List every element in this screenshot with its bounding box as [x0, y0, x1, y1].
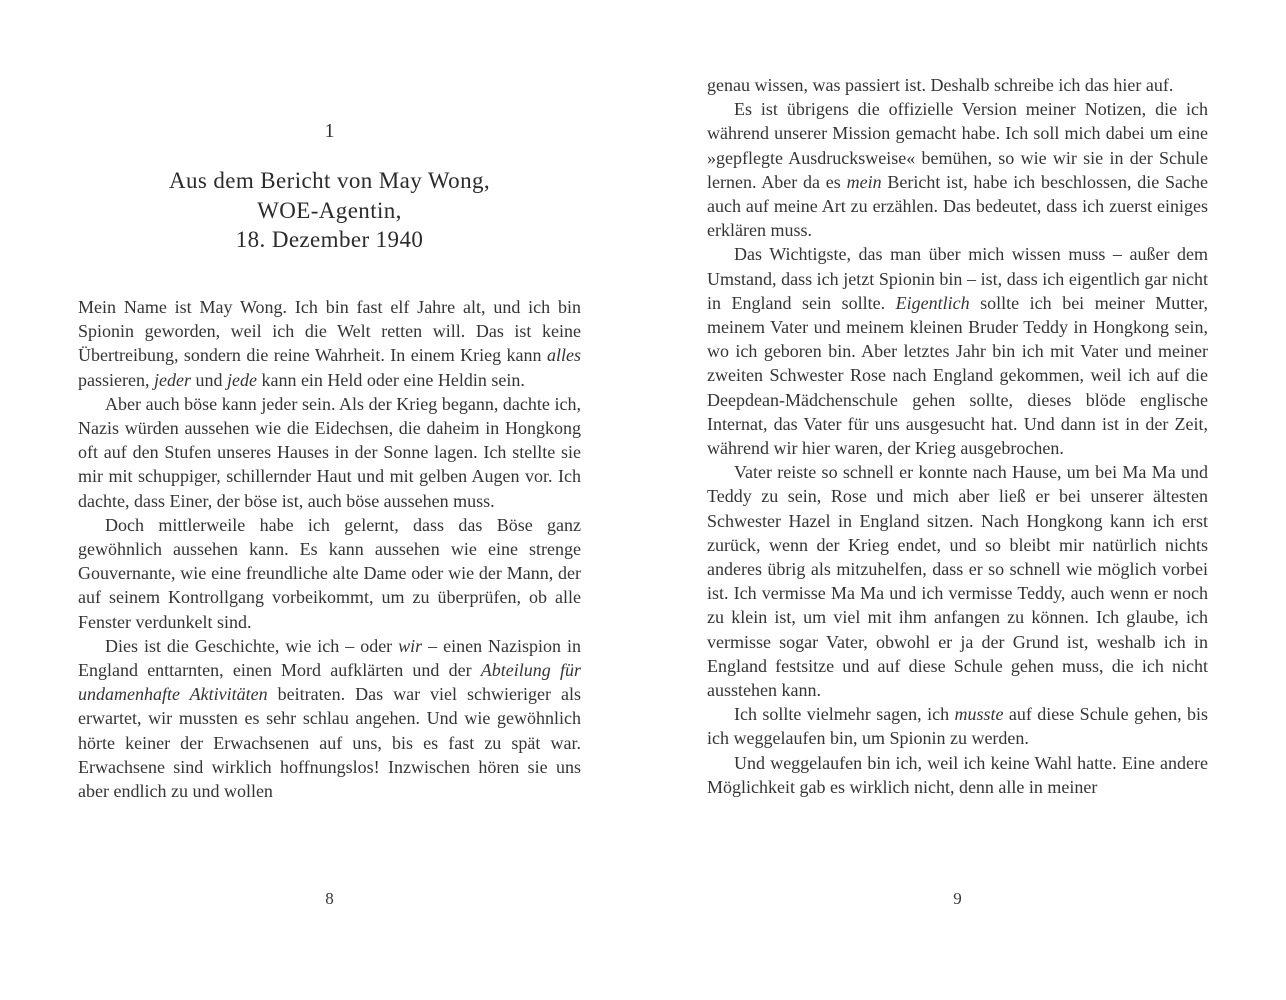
paragraph: [707, 751, 1208, 799]
text-run: kann ein Held oder eine Heldin sein.: [256, 369, 525, 390]
text-run: Ich sollte vielmehr sagen, ich: [734, 704, 955, 725]
text-run: beitraten. Das war viel schwieriger als erwartet, wir mussten es sehr schlau angehen. Und wie gewöhnlich hörte keiner der Erwachsenen auf uns, bis es fast zu spät war. Erwachsene sind wirklich hoffnungslos! Inzwischen hören sie uns aber endlich zu und wollen: [78, 684, 582, 802]
chapter-heading: [78, 166, 581, 255]
text-run-italic: alles: [547, 345, 581, 366]
left-page-text: [78, 295, 581, 803]
chapter-number: 1: [324, 120, 335, 142]
right-page-text: [707, 73, 1208, 799]
text-run-italic: mein: [846, 171, 882, 192]
paragraph: [707, 460, 1208, 702]
text-run-italic: jeder: [153, 369, 191, 390]
paragraph: [78, 634, 581, 803]
text-run: sollte ich bei meiner Mutter, meinem Vater und meinem kleinen Bruder Teddy in Hongkong sein, wo ich geboren bin. Aber letztes Jahr bin ich mit Vater und meiner zweiten Schwester Rose nach England gekommen, weil ich auf die Deepdean-Mädchenschule gehen sollte, dieses blöde englische Internat, das Vater für uns ausgesucht hat. Und dann ist in der Zeit, während wir hier waren, der Krieg ausgebrochen.: [707, 292, 1208, 459]
paragraph: [707, 242, 1208, 460]
text-run-italic: jede: [226, 369, 257, 390]
paragraph: [707, 97, 1208, 242]
paragraph: [707, 702, 1208, 750]
text-run: Das Wichtigste, das man über mich wissen muss – außer dem Umstand, dass ich jetzt Spionin bin – ist, dass ich eigentlich gar nicht in England sein sollte.: [707, 244, 1208, 313]
text-run: Vater reiste so schnell er konnte nach Hause, um bei Ma Ma und Teddy zu sein, Rose und mich aber ließ er bei unserer ältesten Schwester Hazel in England sitzen. Nach Hongkong kann ich erst zurück, wenn der Krieg endet, und so bleibt mir natürlich nichts anderes übrig als mitzuhelfen, dass er so schnell wie möglich vorbei ist. Ich vermisse Ma Ma und ich vermisse Teddy, auch wenn er noch zu klein ist, um viel mit ihm anfangen zu können. Ich glaube, ich vermisse sogar Vater, obwohl er ja der Grund ist, weshalb ich in England festsitze und auf diese Schule gehen muss, die ich nicht ausstehen kann.: [707, 462, 1208, 701]
text-run: Doch mittlerweile habe ich gelernt, dass das Böse ganz gewöhnlich aussehen kann. Es kann aussehen wie eine strenge Gouvernante, wie eine freundliche alte Dame oder wie der Mann, der auf seinem Kontrollgang vorbeikommt, um zu überprüfen, ob alle Fenster verdunkelt sind.: [78, 514, 581, 632]
chapter-heading-line: WOE-Agentin,: [257, 197, 402, 223]
text-run-italic: musste: [954, 704, 1004, 725]
text-run: Dies ist die Geschichte, wie ich – oder: [105, 635, 399, 656]
text-run: und: [190, 369, 227, 390]
left-page: [78, 0, 581, 1000]
text-run-italic: wir: [398, 635, 423, 656]
text-run: genau wissen, was passiert ist. Deshalb schreibe ich das hier auf.: [707, 75, 1174, 95]
text-run: Mein Name ist May Wong. Ich bin fast elf Jahre alt, und ich bin Spionin geworden, weil ich die Welt retten will. Das ist keine Übertreibung, sondern die reine Wahrheit. In einem Krieg kann: [78, 297, 581, 366]
text-run: Und weggelaufen bin ich, weil ich keine Wahl hatte. Eine andere Möglichkeit gab es wirklich nicht, denn alle in meiner: [707, 752, 1208, 797]
paragraph: [707, 73, 1208, 97]
right-page: [707, 0, 1208, 1000]
text-run: – einen Nazispion in England enttarnten, einen Mord aufklärten und der: [78, 635, 582, 681]
text-run: Es ist übrigens die offizielle Version meiner Notizen, die ich während unserer Mission gemacht habe. Ich soll mich dabei um eine »gepflegte Ausdrucksweise« bemühen, so wie wir sie in der Schule lernen. Aber da es: [707, 99, 1208, 192]
page-number-left: 8: [325, 889, 334, 908]
text-run-italic: Abteilung für undamenhafte Aktivitäten: [78, 660, 581, 705]
text-run: Bericht ist, habe ich beschlossen, die Sache auch auf meine Art zu erzählen. Das bedeutet, dass ich zuerst einiges erklären muss.: [707, 171, 1208, 241]
paragraph: [78, 513, 581, 634]
text-run: passieren,: [78, 369, 154, 390]
paragraph: [78, 392, 581, 513]
paragraph: [78, 295, 581, 392]
page-number-right: 9: [953, 889, 962, 908]
text-run: auf diese Schule gehen, bis ich weggelaufen bin, um Spionin zu werden.: [707, 704, 1208, 749]
text-run: Aber auch böse kann jeder sein. Als der Krieg begann, dachte ich, Nazis würden aussehen wie die Eidechsen, die daheim in Hongkong oft auf den Stufen unseres Hauses in der Sonne lagen. Ich stellte sie mir mit schuppiger, schillernder Haut und mit gelben Augen vor. Ich dachte, dass Einer, der böse ist, auch böse aussehen muss.: [78, 393, 581, 511]
text-run-italic: Eigentlich: [895, 292, 970, 313]
chapter-heading-line: Aus dem Bericht von May Wong,: [168, 168, 491, 193]
chapter-heading-line: 18. Dezember 1940: [235, 227, 424, 252]
